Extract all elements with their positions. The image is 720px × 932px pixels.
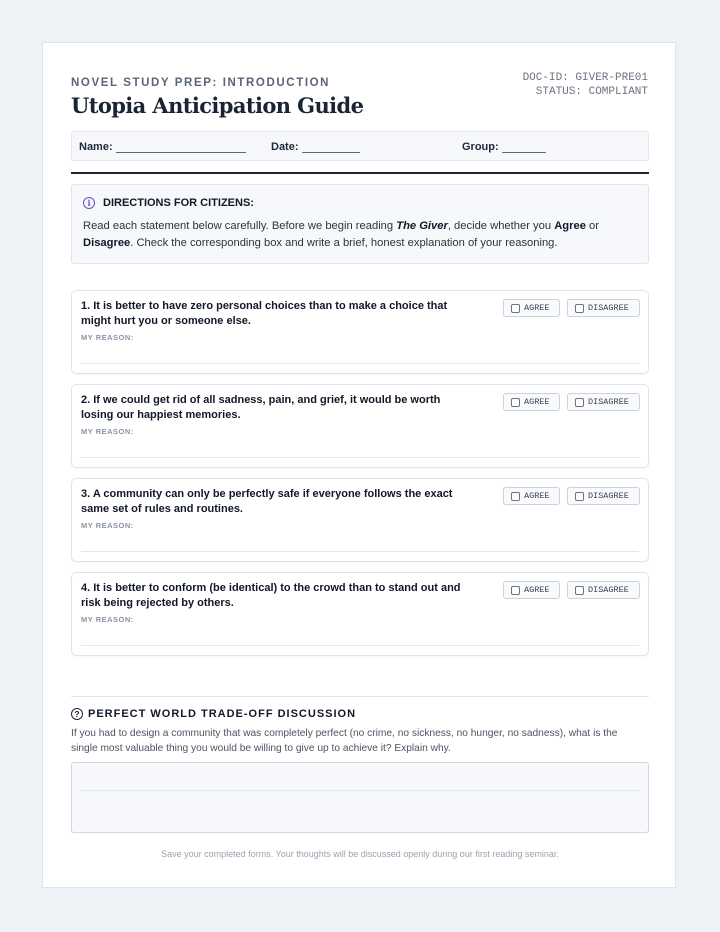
disagree-label: DISAGREE xyxy=(588,585,629,595)
agree-checkbox[interactable] xyxy=(503,487,560,505)
checkbox-icon[interactable] xyxy=(575,492,584,501)
directions-text xyxy=(83,218,623,251)
agree-label: AGREE xyxy=(524,585,550,595)
date-input-line[interactable] xyxy=(302,142,360,153)
checkbox-icon[interactable] xyxy=(575,586,584,595)
disagree-label: DISAGREE xyxy=(588,397,629,407)
statement-card xyxy=(71,290,649,374)
page-title: Utopia Anticipation Guide xyxy=(71,93,364,118)
agree-keyword: Agree xyxy=(554,220,586,232)
info-icon: i xyxy=(83,197,95,209)
question-icon: ? xyxy=(71,708,83,720)
student-info-bar xyxy=(71,131,649,161)
name-input-line[interactable] xyxy=(116,142,246,153)
directions-text-part: Read each statement below carefully. Before we begin reading xyxy=(83,220,397,232)
answer-line xyxy=(81,790,639,791)
document-meta xyxy=(523,71,648,99)
reason-label: MY REASON: xyxy=(81,521,134,530)
disagree-checkbox[interactable] xyxy=(567,393,640,411)
disagree-checkbox[interactable] xyxy=(567,581,640,599)
statement-text: 2. If we could get rid of all sadness, pain, and grief, it would be worth losing our happiest memories. xyxy=(81,394,441,421)
reason-label: MY REASON: xyxy=(81,615,134,624)
reason-answer-line[interactable] xyxy=(81,551,639,552)
disagree-checkbox[interactable] xyxy=(567,487,640,505)
checkbox-icon[interactable] xyxy=(575,398,584,407)
group-label: Group: xyxy=(462,141,499,153)
directions-text-part: or xyxy=(585,220,599,232)
disagree-label: DISAGREE xyxy=(588,491,629,501)
statement-card xyxy=(71,384,649,468)
date-field[interactable] xyxy=(271,141,360,153)
agree-label: AGREE xyxy=(524,303,550,313)
section-eyebrow: NOVEL STUDY PREP: INTRODUCTION xyxy=(71,77,331,89)
discussion-prompt: If you had to design a community that was completely perfect (no crime, no sickness, no hunger, no sadness), what is the single most valuable thing you would be willing to give up to achieve it? Explain why. xyxy=(71,728,618,754)
discussion-heading xyxy=(71,708,356,720)
reason-answer-line[interactable] xyxy=(81,363,639,364)
directions-box xyxy=(71,184,649,264)
statement-card xyxy=(71,478,649,562)
agree-label: AGREE xyxy=(524,491,550,501)
book-title: The Giver xyxy=(396,220,448,232)
group-field[interactable] xyxy=(462,141,546,153)
statement-text: 3. A community can only be perfectly safe if everyone follows the exact same set of rules and routines. xyxy=(81,488,453,515)
checkbox-icon[interactable] xyxy=(511,586,520,595)
reason-answer-line[interactable] xyxy=(81,645,639,646)
doc-id: DOC-ID: GIVER-PRE01 xyxy=(522,72,648,84)
directions-text-part: , decide whether you xyxy=(447,220,555,232)
statement-text: 4. It is better to conform (be identical) to the crowd than to stand out and risk being rejected by others. xyxy=(81,582,461,609)
agree-checkbox[interactable] xyxy=(503,581,560,599)
name-label: Name: xyxy=(79,141,113,153)
directions-heading-text: DIRECTIONS FOR CITIZENS: xyxy=(103,197,254,209)
agree-checkbox[interactable] xyxy=(503,299,560,317)
checkbox-icon[interactable] xyxy=(511,304,520,313)
statement-text: 1. It is better to have zero personal choices than to make a choice that might hurt you or someone else. xyxy=(81,300,448,327)
name-field[interactable] xyxy=(79,141,246,153)
agree-label: AGREE xyxy=(524,397,550,407)
statement-card xyxy=(71,572,649,656)
checkbox-icon[interactable] xyxy=(511,492,520,501)
checkbox-icon[interactable] xyxy=(575,304,584,313)
section-divider xyxy=(71,696,649,697)
reason-answer-line[interactable] xyxy=(81,457,639,458)
checkbox-icon[interactable] xyxy=(511,398,520,407)
footer-note: Save your completed forms. Your thoughts will be discussed openly during our first reading seminar. xyxy=(161,849,559,859)
disagree-label: DISAGREE xyxy=(588,303,629,313)
group-input-line[interactable] xyxy=(502,142,546,153)
disagree-keyword: Disagree xyxy=(83,236,131,249)
discussion-heading-text: PERFECT WORLD TRADE-OFF DISCUSSION xyxy=(88,708,357,720)
date-label: Date: xyxy=(271,141,299,153)
reason-label: MY REASON: xyxy=(81,427,134,436)
disagree-checkbox[interactable] xyxy=(567,299,640,317)
directions-heading xyxy=(83,197,254,209)
header-divider xyxy=(71,172,649,174)
directions-text-part: . Check the corresponding box and write a brief, honest explanation of your reasoning. xyxy=(130,236,558,249)
agree-checkbox[interactable] xyxy=(503,393,560,411)
doc-status: STATUS: COMPLIANT xyxy=(535,86,648,98)
worksheet-page xyxy=(42,42,676,888)
discussion-answer-area[interactable] xyxy=(71,762,649,833)
reason-label: MY REASON: xyxy=(81,333,134,342)
